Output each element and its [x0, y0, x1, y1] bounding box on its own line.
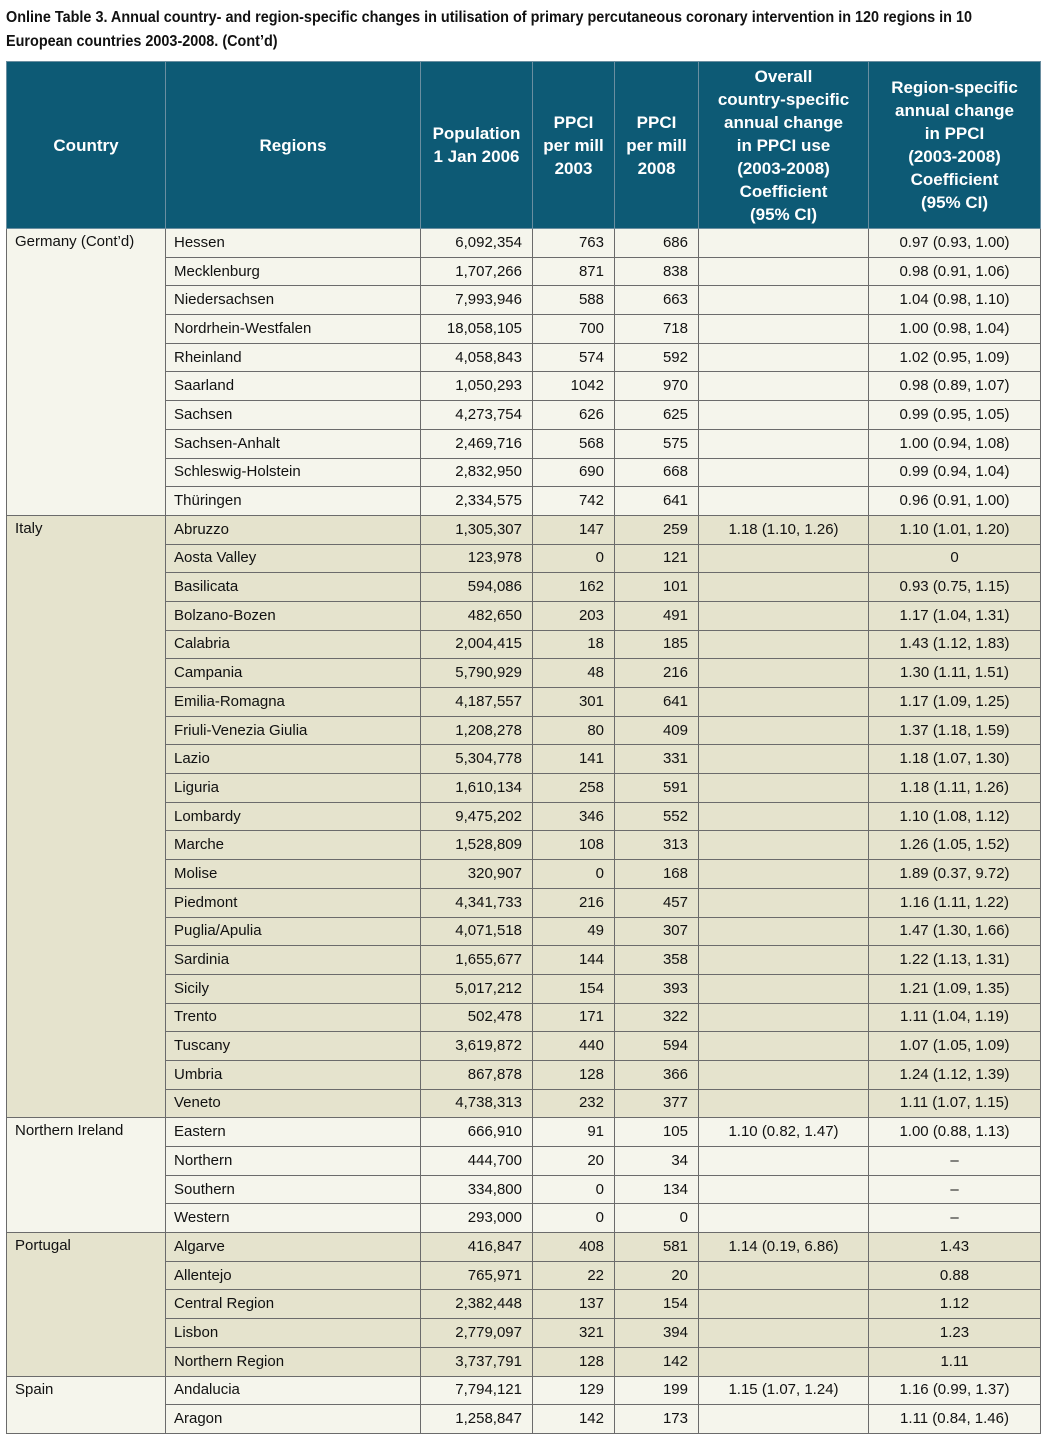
region-cell: Sachsen-Anhalt [166, 429, 421, 458]
overall-change-cell [699, 401, 869, 430]
ppci-2008-cell: 491 [615, 601, 699, 630]
overall-change-cell [699, 688, 869, 717]
overall-change-cell [699, 601, 869, 630]
ppci-2003-cell: 48 [533, 659, 615, 688]
region-change-cell: 1.47 (1.30, 1.66) [869, 917, 1041, 946]
ppci-2003-cell: 588 [533, 286, 615, 315]
region-cell: Western [166, 1204, 421, 1233]
ppci-2003-cell: 232 [533, 1089, 615, 1118]
overall-change-cell [699, 1347, 869, 1376]
region-change-cell: 1.11 (1.07, 1.15) [869, 1089, 1041, 1118]
population-cell: 5,790,929 [421, 659, 533, 688]
table-row [7, 1233, 1041, 1262]
overall-change-cell [699, 1290, 869, 1319]
region-change-cell: 1.89 (0.37, 9.72) [869, 860, 1041, 889]
region-cell: Thüringen [166, 487, 421, 516]
header-ppci-2003: PPCI per mill 2003 [533, 62, 615, 229]
region-cell: Piedmont [166, 888, 421, 917]
ppci-2008-cell: 409 [615, 716, 699, 745]
population-cell: 1,208,278 [421, 716, 533, 745]
region-change-cell: 1.00 (0.88, 1.13) [869, 1118, 1041, 1147]
region-cell: Veneto [166, 1089, 421, 1118]
ppci-2008-cell: 663 [615, 286, 699, 315]
region-cell: Lombardy [166, 802, 421, 831]
ppci-2003-cell: 137 [533, 1290, 615, 1319]
region-cell: Southern [166, 1175, 421, 1204]
ppci-2003-cell: 0 [533, 860, 615, 889]
population-cell: 3,737,791 [421, 1347, 533, 1376]
region-change-cell: 1.24 (1.12, 1.39) [869, 1060, 1041, 1089]
region-cell: Sardinia [166, 946, 421, 975]
region-cell: Schleswig-Holstein [166, 458, 421, 487]
ppci-2008-cell: 552 [615, 802, 699, 831]
region-cell: Northern [166, 1147, 421, 1176]
region-change-cell: 1.10 (1.01, 1.20) [869, 515, 1041, 544]
overall-change-cell: 1.10 (0.82, 1.47) [699, 1118, 869, 1147]
ppci-2003-cell: 0 [533, 1204, 615, 1233]
ppci-2003-cell: 162 [533, 573, 615, 602]
overall-change-cell [699, 1147, 869, 1176]
region-change-cell: 1.43 [869, 1233, 1041, 1262]
ppci-2003-cell: 440 [533, 1032, 615, 1061]
header-regions: Regions [166, 62, 421, 229]
ppci-2008-cell: 134 [615, 1175, 699, 1204]
overall-change-cell [699, 946, 869, 975]
overall-change-cell [699, 544, 869, 573]
overall-change-cell [699, 974, 869, 1003]
overall-change-cell [699, 630, 869, 659]
overall-change-cell [699, 315, 869, 344]
ppci-2003-cell: 568 [533, 429, 615, 458]
region-cell: Eastern [166, 1118, 421, 1147]
population-cell: 2,469,716 [421, 429, 533, 458]
region-cell: Molise [166, 860, 421, 889]
ppci-2008-cell: 101 [615, 573, 699, 602]
region-change-cell: 1.11 (0.84, 1.46) [869, 1405, 1041, 1434]
ppci-2003-cell: 763 [533, 229, 615, 258]
ppci-2008-cell: 641 [615, 487, 699, 516]
overall-change-cell [699, 774, 869, 803]
header-ppci-2008: PPCI per mill 2008 [615, 62, 699, 229]
region-change-cell: 1.43 (1.12, 1.83) [869, 630, 1041, 659]
ppci-2003-cell: 154 [533, 974, 615, 1003]
population-cell: 416,847 [421, 1233, 533, 1262]
ppci-2003-cell: 171 [533, 1003, 615, 1032]
region-cell: Friuli-Venezia Giulia [166, 716, 421, 745]
ppci-2008-cell: 591 [615, 774, 699, 803]
ppci-2008-cell: 185 [615, 630, 699, 659]
ppci-2008-cell: 173 [615, 1405, 699, 1434]
region-change-cell: 1.16 (0.99, 1.37) [869, 1376, 1041, 1405]
ppci-2008-cell: 668 [615, 458, 699, 487]
country-cell: Northern Ireland [7, 1118, 166, 1233]
ppci-2008-cell: 394 [615, 1319, 699, 1348]
population-cell: 4,341,733 [421, 888, 533, 917]
overall-change-cell [699, 286, 869, 315]
table-row [7, 1376, 1041, 1405]
region-cell: Puglia/Apulia [166, 917, 421, 946]
region-change-cell: 0.98 (0.89, 1.07) [869, 372, 1041, 401]
region-change-cell: 1.11 (1.04, 1.19) [869, 1003, 1041, 1032]
ppci-2003-cell: 144 [533, 946, 615, 975]
ppci-2003-cell: 346 [533, 802, 615, 831]
ppci-table [6, 61, 1041, 1434]
overall-change-cell [699, 1175, 869, 1204]
ppci-2003-cell: 1042 [533, 372, 615, 401]
region-cell: Basilicata [166, 573, 421, 602]
ppci-2003-cell: 321 [533, 1319, 615, 1348]
region-change-cell: 1.12 [869, 1290, 1041, 1319]
overall-change-cell [699, 229, 869, 258]
overall-change-cell [699, 745, 869, 774]
population-cell: 1,655,677 [421, 946, 533, 975]
population-cell: 2,334,575 [421, 487, 533, 516]
region-change-cell: 0 [869, 544, 1041, 573]
table-row [7, 1118, 1041, 1147]
ppci-2008-cell: 393 [615, 974, 699, 1003]
population-cell: 5,017,212 [421, 974, 533, 1003]
region-cell: Liguria [166, 774, 421, 803]
region-cell: Allentejo [166, 1261, 421, 1290]
ppci-2008-cell: 377 [615, 1089, 699, 1118]
population-cell: 123,978 [421, 544, 533, 573]
region-cell: Algarve [166, 1233, 421, 1262]
ppci-2008-cell: 259 [615, 515, 699, 544]
region-cell: Saarland [166, 372, 421, 401]
region-cell: Niedersachsen [166, 286, 421, 315]
region-cell: Aragon [166, 1405, 421, 1434]
region-change-cell: 1.02 (0.95, 1.09) [869, 343, 1041, 372]
population-cell: 666,910 [421, 1118, 533, 1147]
ppci-2003-cell: 301 [533, 688, 615, 717]
ppci-2003-cell: 700 [533, 315, 615, 344]
overall-change-cell [699, 1060, 869, 1089]
overall-change-cell [699, 831, 869, 860]
population-cell: 4,058,843 [421, 343, 533, 372]
region-change-cell: – [869, 1175, 1041, 1204]
population-cell: 1,707,266 [421, 257, 533, 286]
population-cell: 5,304,778 [421, 745, 533, 774]
ppci-2008-cell: 307 [615, 917, 699, 946]
ppci-2003-cell: 142 [533, 1405, 615, 1434]
overall-change-cell [699, 429, 869, 458]
population-cell: 7,794,121 [421, 1376, 533, 1405]
country-cell: Spain [7, 1376, 166, 1433]
population-cell: 3,619,872 [421, 1032, 533, 1061]
population-cell: 2,832,950 [421, 458, 533, 487]
ppci-2003-cell: 742 [533, 487, 615, 516]
header-region-change: Region-specific annual change in PPCI (2003-2008) Coefficient (95% CI) [869, 62, 1041, 229]
region-change-cell: – [869, 1204, 1041, 1233]
ppci-2008-cell: 34 [615, 1147, 699, 1176]
ppci-2008-cell: 322 [615, 1003, 699, 1032]
ppci-2008-cell: 331 [615, 745, 699, 774]
ppci-2008-cell: 592 [615, 343, 699, 372]
region-change-cell: 1.00 (0.94, 1.08) [869, 429, 1041, 458]
ppci-2003-cell: 129 [533, 1376, 615, 1405]
region-cell: Abruzzo [166, 515, 421, 544]
overall-change-cell [699, 802, 869, 831]
header-country: Country [7, 62, 166, 229]
population-cell: 482,650 [421, 601, 533, 630]
region-change-cell: 1.10 (1.08, 1.12) [869, 802, 1041, 831]
region-change-cell: 1.07 (1.05, 1.09) [869, 1032, 1041, 1061]
region-change-cell: 0.88 [869, 1261, 1041, 1290]
region-change-cell: 1.26 (1.05, 1.52) [869, 831, 1041, 860]
table-caption: Online Table 3. Annual country- and region-specific changes in utilisation of primary percutaneous coronary intervention in 120 regions in 10 European countries 2003-2008. (Cont’d) [6, 9, 973, 50]
overall-change-cell [699, 860, 869, 889]
population-cell: 502,478 [421, 1003, 533, 1032]
ppci-2008-cell: 457 [615, 888, 699, 917]
population-cell: 320,907 [421, 860, 533, 889]
region-change-cell: 0.93 (0.75, 1.15) [869, 573, 1041, 602]
ppci-2003-cell: 216 [533, 888, 615, 917]
table-body [7, 229, 1041, 1434]
region-cell: Campania [166, 659, 421, 688]
ppci-2003-cell: 871 [533, 257, 615, 286]
ppci-2008-cell: 121 [615, 544, 699, 573]
region-cell: Hessen [166, 229, 421, 258]
population-cell: 4,273,754 [421, 401, 533, 430]
overall-change-cell [699, 888, 869, 917]
region-change-cell: 1.21 (1.09, 1.35) [869, 974, 1041, 1003]
region-cell: Central Region [166, 1290, 421, 1319]
region-cell: Sachsen [166, 401, 421, 430]
header-overall-change: Overall country-specific annual change in PPCI use (2003-2008) Coefficient (95% CI) [699, 62, 869, 229]
region-cell: Nordrhein-Westfalen [166, 315, 421, 344]
ppci-2008-cell: 581 [615, 1233, 699, 1262]
population-cell: 2,004,415 [421, 630, 533, 659]
overall-change-cell [699, 487, 869, 516]
ppci-2008-cell: 970 [615, 372, 699, 401]
region-change-cell: 1.11 [869, 1347, 1041, 1376]
region-change-cell: 1.16 (1.11, 1.22) [869, 888, 1041, 917]
ppci-2003-cell: 80 [533, 716, 615, 745]
table-row [7, 515, 1041, 544]
ppci-2008-cell: 358 [615, 946, 699, 975]
region-change-cell: 1.30 (1.11, 1.51) [869, 659, 1041, 688]
ppci-2008-cell: 216 [615, 659, 699, 688]
header-row [7, 62, 1041, 229]
region-change-cell: 0.99 (0.95, 1.05) [869, 401, 1041, 430]
ppci-2008-cell: 366 [615, 1060, 699, 1089]
region-cell: Lazio [166, 745, 421, 774]
population-cell: 7,993,946 [421, 286, 533, 315]
ppci-2003-cell: 20 [533, 1147, 615, 1176]
region-change-cell: – [869, 1147, 1041, 1176]
population-cell: 293,000 [421, 1204, 533, 1233]
population-cell: 9,475,202 [421, 802, 533, 831]
population-cell: 4,071,518 [421, 917, 533, 946]
country-cell: Germany (Cont’d) [7, 229, 166, 516]
region-change-cell: 0.98 (0.91, 1.06) [869, 257, 1041, 286]
region-change-cell: 1.23 [869, 1319, 1041, 1348]
overall-change-cell [699, 1089, 869, 1118]
population-cell: 1,050,293 [421, 372, 533, 401]
overall-change-cell: 1.15 (1.07, 1.24) [699, 1376, 869, 1405]
region-cell: Mecklenburg [166, 257, 421, 286]
overall-change-cell [699, 716, 869, 745]
ppci-2008-cell: 142 [615, 1347, 699, 1376]
population-cell: 18,058,105 [421, 315, 533, 344]
region-cell: Aosta Valley [166, 544, 421, 573]
region-change-cell: 1.37 (1.18, 1.59) [869, 716, 1041, 745]
ppci-2003-cell: 49 [533, 917, 615, 946]
region-cell: Bolzano-Bozen [166, 601, 421, 630]
overall-change-cell [699, 1261, 869, 1290]
ppci-2003-cell: 147 [533, 515, 615, 544]
population-cell: 1,528,809 [421, 831, 533, 860]
population-cell: 1,258,847 [421, 1405, 533, 1434]
overall-change-cell [699, 343, 869, 372]
ppci-2003-cell: 108 [533, 831, 615, 860]
region-cell: Northern Region [166, 1347, 421, 1376]
ppci-2008-cell: 641 [615, 688, 699, 717]
population-cell: 334,800 [421, 1175, 533, 1204]
overall-change-cell [699, 1032, 869, 1061]
country-cell: Portugal [7, 1233, 166, 1376]
region-change-cell: 0.99 (0.94, 1.04) [869, 458, 1041, 487]
region-change-cell: 1.17 (1.04, 1.31) [869, 601, 1041, 630]
region-change-cell: 1.18 (1.11, 1.26) [869, 774, 1041, 803]
ppci-2003-cell: 128 [533, 1347, 615, 1376]
population-cell: 594,086 [421, 573, 533, 602]
ppci-2003-cell: 203 [533, 601, 615, 630]
overall-change-cell [699, 1204, 869, 1233]
ppci-2008-cell: 594 [615, 1032, 699, 1061]
ppci-2008-cell: 838 [615, 257, 699, 286]
population-cell: 6,092,354 [421, 229, 533, 258]
ppci-2008-cell: 199 [615, 1376, 699, 1405]
region-change-cell: 0.97 (0.93, 1.00) [869, 229, 1041, 258]
overall-change-cell [699, 1003, 869, 1032]
ppci-2008-cell: 625 [615, 401, 699, 430]
population-cell: 2,779,097 [421, 1319, 533, 1348]
region-change-cell: 1.17 (1.09, 1.25) [869, 688, 1041, 717]
overall-change-cell: 1.18 (1.10, 1.26) [699, 515, 869, 544]
population-cell: 4,187,557 [421, 688, 533, 717]
region-cell: Lisbon [166, 1319, 421, 1348]
region-cell: Umbria [166, 1060, 421, 1089]
ppci-2003-cell: 22 [533, 1261, 615, 1290]
overall-change-cell [699, 1319, 869, 1348]
ppci-2003-cell: 258 [533, 774, 615, 803]
population-cell: 4,738,313 [421, 1089, 533, 1118]
ppci-2008-cell: 20 [615, 1261, 699, 1290]
country-cell: Italy [7, 515, 166, 1117]
region-cell: Rheinland [166, 343, 421, 372]
region-change-cell: 1.22 (1.13, 1.31) [869, 946, 1041, 975]
ppci-2003-cell: 0 [533, 544, 615, 573]
population-cell: 867,878 [421, 1060, 533, 1089]
overall-change-cell: 1.14 (0.19, 6.86) [699, 1233, 869, 1262]
region-cell: Calabria [166, 630, 421, 659]
region-cell: Sicily [166, 974, 421, 1003]
region-change-cell: 1.04 (0.98, 1.10) [869, 286, 1041, 315]
overall-change-cell [699, 659, 869, 688]
population-cell: 444,700 [421, 1147, 533, 1176]
population-cell: 765,971 [421, 1261, 533, 1290]
ppci-2008-cell: 154 [615, 1290, 699, 1319]
region-cell: Trento [166, 1003, 421, 1032]
region-cell: Tuscany [166, 1032, 421, 1061]
population-cell: 1,305,307 [421, 515, 533, 544]
ppci-2003-cell: 128 [533, 1060, 615, 1089]
ppci-2008-cell: 168 [615, 860, 699, 889]
ppci-2003-cell: 574 [533, 343, 615, 372]
ppci-2008-cell: 575 [615, 429, 699, 458]
region-cell: Emilia-Romagna [166, 688, 421, 717]
population-cell: 1,610,134 [421, 774, 533, 803]
ppci-2008-cell: 686 [615, 229, 699, 258]
ppci-2008-cell: 313 [615, 831, 699, 860]
header-population: Population 1 Jan 2006 [421, 62, 533, 229]
ppci-2008-cell: 105 [615, 1118, 699, 1147]
ppci-2003-cell: 626 [533, 401, 615, 430]
region-change-cell: 0.96 (0.91, 1.00) [869, 487, 1041, 516]
overall-change-cell [699, 1405, 869, 1434]
region-change-cell: 1.18 (1.07, 1.30) [869, 745, 1041, 774]
ppci-2003-cell: 0 [533, 1175, 615, 1204]
overall-change-cell [699, 573, 869, 602]
ppci-2003-cell: 690 [533, 458, 615, 487]
table-row [7, 229, 1041, 258]
ppci-2003-cell: 408 [533, 1233, 615, 1262]
ppci-2003-cell: 141 [533, 745, 615, 774]
ppci-2003-cell: 18 [533, 630, 615, 659]
overall-change-cell [699, 917, 869, 946]
overall-change-cell [699, 372, 869, 401]
ppci-2003-cell: 91 [533, 1118, 615, 1147]
overall-change-cell [699, 257, 869, 286]
region-cell: Marche [166, 831, 421, 860]
ppci-2008-cell: 718 [615, 315, 699, 344]
region-change-cell: 1.00 (0.98, 1.04) [869, 315, 1041, 344]
region-cell: Andalucia [166, 1376, 421, 1405]
ppci-2008-cell: 0 [615, 1204, 699, 1233]
population-cell: 2,382,448 [421, 1290, 533, 1319]
overall-change-cell [699, 458, 869, 487]
